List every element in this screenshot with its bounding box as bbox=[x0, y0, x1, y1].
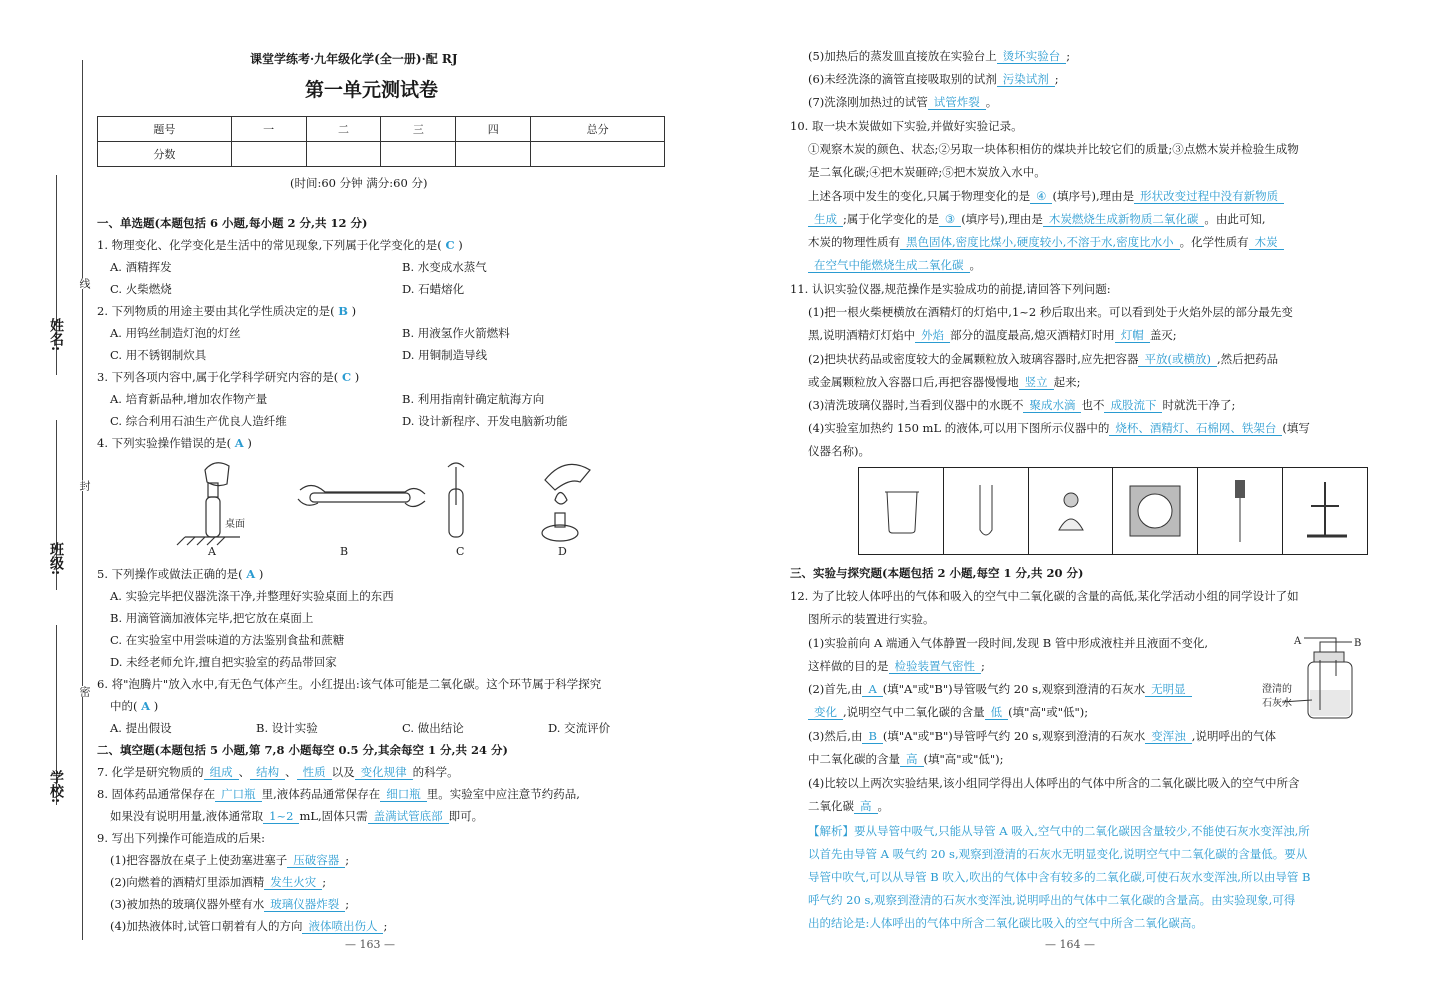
q12-line: 二氧化碳 高 。 bbox=[808, 799, 889, 813]
option: A. 实验完毕把仪器洗涤干净,并整理好实验桌面上的东西 bbox=[110, 589, 394, 603]
seal-line-char: 线 bbox=[78, 278, 91, 289]
q11-text: (1)把一根火柴梗横放在酒精灯的灯焰中,1~2 秒后取出来。可以看到处于火焰外层的部分最先变 bbox=[808, 305, 1293, 319]
score-cell bbox=[381, 142, 456, 167]
question-12: 12. 为了比较人体呼出的气体和吸入的空气中二氧化碳的含量的高低,某化学活动小组的同学设计了如 bbox=[790, 589, 1299, 603]
q10-text: 是二氧化碳;④把木炭砸碎;⑤把木炭放入水中。 bbox=[808, 165, 1046, 179]
analysis-line: 呼气约 20 s,观察到澄清的石灰水变浑浊,说明呼出的气体中二氧化碳的含量高。由实验现象,可得 bbox=[808, 893, 1296, 907]
question-5: 5. 下列操作或做法正确的是( A ) bbox=[97, 567, 264, 581]
q9-item: (3)被加热的玻璃仪器外壁有水 玻璃仪器炸裂 ; bbox=[110, 897, 350, 911]
q12-text: (1)实验前向 A 端通入气体静置一段时间,发现 B 管中形成液柱并且液面不变化, bbox=[808, 636, 1208, 650]
question-11: 11. 认识实验仪器,规范操作是实验成功的前提,请回答下列问题: bbox=[790, 282, 1111, 296]
q12-line: 中二氧化碳的含量 高 (填"高"或"低"); bbox=[808, 752, 1004, 766]
iron-stand-icon bbox=[1297, 478, 1353, 544]
q12-line: (2)首先,由 A (填"A"或"B")导管吸气约 20 s,观察到澄清的石灰水 无明显 bbox=[808, 681, 1192, 697]
section-2-title: 二、填空题(本题包括 5 小题,第 7,8 小题每空 0.5 分,其余每空 1 分,共 24 分) bbox=[97, 743, 508, 757]
iron-stand-cell bbox=[1283, 468, 1367, 554]
score-table bbox=[97, 116, 665, 167]
q12-line: 这样做的目的是 检验装置气密性 ; bbox=[808, 659, 985, 673]
analysis-line: 以首先由导管 A 吸气约 20 s,观察到澄清的石灰水无明显变化,说明空气中二氧化碳的含量低。要从 bbox=[808, 847, 1308, 861]
option: D. 未经老师允许,擅自把实验室的药品带回家 bbox=[110, 655, 337, 669]
option: C. 综合利用石油生产优良人造纤维 bbox=[110, 414, 287, 428]
question-10: 10. 取一块木炭做如下实验,并做好实验记录。 bbox=[790, 119, 1023, 133]
flame-icon bbox=[555, 493, 567, 505]
beaker-icon bbox=[881, 486, 921, 536]
dropper-bulb-icon bbox=[448, 463, 464, 467]
binding-line bbox=[82, 60, 83, 940]
question-1: 1. 物理变化、化学变化是生活中的常见现象,下列属于化学变化的是( C ) bbox=[97, 238, 463, 252]
alcohol-lamp-cell bbox=[1029, 468, 1114, 554]
score-header-cell: 三 bbox=[381, 117, 456, 142]
section-3-title: 三、实验与探究题(本题包括 2 小题,每空 1 分,共 20 分) bbox=[790, 566, 1084, 580]
question-8-cont: 如果没有说明用量,液体通常取 1~2 mL,固体只需 盖满试管底部 即可。 bbox=[110, 809, 484, 823]
hand-icon bbox=[205, 463, 229, 486]
question-7: 7. 化学是研究物质的 组成 、 结构 、 性质 以及 变化规律 的科学。 bbox=[97, 765, 459, 779]
gas-bottle-device bbox=[1262, 630, 1372, 722]
series-title: 课堂学练考·九年级化学(全一册)·配 RJ bbox=[250, 52, 458, 66]
option: B. 用滴管滴加液体完毕,把它放在桌面上 bbox=[110, 611, 314, 625]
score-header-cell: 总分 bbox=[531, 117, 665, 142]
q12-line: (3)然后,由 B (填"A"或"B")导管呼气约 20 s,观察到澄清的石灰水 变浑浊 ,说明呼出的气体 bbox=[808, 729, 1276, 743]
seal-dense-char: 密 bbox=[78, 686, 91, 697]
time-info: (时间:60 分钟 满分:60 分) bbox=[290, 176, 428, 190]
option: D. 用铜制造导线 bbox=[402, 348, 488, 362]
option: B. 利用指南针确定航海方向 bbox=[402, 392, 545, 406]
test-tube-icon bbox=[206, 497, 220, 537]
test-tube-icon bbox=[974, 482, 998, 540]
question-6: 6. 将"泡腾片"放入水中,有无色气体产生。小红提出:该气体可能是二氧化碳。这个环节属于科学探究 bbox=[97, 677, 602, 691]
tubes-icon bbox=[1304, 638, 1352, 652]
q10-text: ①观察木炭的颜色、状态;②另取一块体积相仿的煤块并比较它们的质量;③点燃木炭并检验生成物 bbox=[808, 142, 1299, 156]
test-tube-cell bbox=[944, 468, 1029, 554]
score-row-label: 分数 bbox=[98, 142, 232, 167]
desk-hatch bbox=[177, 537, 225, 545]
question-6-cont: 中的( A ) bbox=[110, 699, 159, 713]
q12-text: 图所示的装置进行实验。 bbox=[808, 612, 935, 626]
q9-item: (1)把容器放在桌子上使劲塞进塞子 压破容器 ; bbox=[110, 853, 350, 867]
option: D. 设计新程序、开发电脑新功能 bbox=[402, 414, 568, 428]
q11-line: (4)实验室加热约 150 mL 的液体,可以用下图所示仪器中的 烧杯、酒精灯、石棉网、铁架台 (填写 bbox=[808, 421, 1310, 435]
device-label-a: A bbox=[1294, 636, 1302, 647]
q9-item: (6)未经洗涤的滴管直接吸取别的试剂 污染试剂 ; bbox=[808, 72, 1059, 86]
q10-line: 木炭的物理性质有 黑色固体,密度比煤小,硬度较小,不溶于水,密度比水小 。化学性质有 木炭 bbox=[808, 234, 1284, 250]
section-1-title: 一、单选题(本题包括 6 小题,每小题 2 分,共 12 分) bbox=[97, 216, 368, 230]
seal-seal-char: 封 bbox=[78, 480, 91, 491]
score-header-cell: 题号 bbox=[98, 117, 232, 142]
q9-item: (7)洗涤刚加热过的试管 试管炸裂 。 bbox=[808, 95, 998, 109]
device-label-b: B bbox=[1354, 638, 1362, 649]
option: C. 做出结论 bbox=[402, 721, 464, 735]
score-header-cell: 四 bbox=[456, 117, 531, 142]
q11-line: (3)清洗玻璃仪器时,当看到仪器中的水既不 聚成水滴 也不 成股流下 时就洗干净了; bbox=[808, 398, 1236, 412]
device-label-limewater-2: 石灰水 bbox=[1262, 698, 1292, 709]
score-header-cell: 二 bbox=[306, 117, 381, 142]
question-4: 4. 下列实验操作错误的是( A ) bbox=[97, 436, 252, 450]
option: D. 交流评价 bbox=[548, 721, 611, 735]
beaker-cell bbox=[859, 468, 944, 554]
figure-label: D bbox=[558, 545, 567, 558]
q11-line: 或金属颗粒放入容器口后,再把容器慢慢地 竖立 起来; bbox=[808, 375, 1081, 389]
page-title: 第一单元测试卷 bbox=[305, 79, 439, 101]
score-cell bbox=[231, 142, 306, 167]
option: A. 培育新品种,增加农作物产量 bbox=[110, 392, 268, 406]
q9-item: (2)向燃着的酒精灯里添加酒精 发生火灾 ; bbox=[110, 875, 327, 889]
asbestos-net-icon bbox=[1128, 484, 1182, 538]
analysis-line: 【解析】要从导管中吸气,只能从导管 A 吸入,空气中的二氧化碳因含量较少,不能使石灰水变浑浊,所 bbox=[808, 824, 1310, 838]
option: C. 在实验室中用尝味道的方法鉴别食盐和蔗糖 bbox=[110, 633, 345, 647]
name-label: 姓名: bbox=[48, 318, 64, 352]
figure-label: C bbox=[456, 545, 465, 558]
class-label: 班级: bbox=[48, 542, 64, 576]
alcohol-lamp-icon bbox=[1051, 486, 1091, 536]
q4-figures bbox=[170, 455, 610, 560]
score-header-cell: 一 bbox=[231, 117, 306, 142]
option: B. 水变成水蒸气 bbox=[402, 260, 487, 274]
desk-label: 桌面 bbox=[225, 519, 245, 530]
score-cell bbox=[306, 142, 381, 167]
score-cell bbox=[531, 142, 665, 167]
option: B. 用液氢作火箭燃料 bbox=[402, 326, 510, 340]
asbestos-net-cell bbox=[1113, 468, 1198, 554]
analysis-line: 出的结论是:人体呼出的气体中所含二氧化碳比吸入的空气中所含二氧化碳高。 bbox=[808, 916, 1203, 930]
option: A. 提出假设 bbox=[110, 721, 172, 735]
figure-label: B bbox=[340, 545, 349, 558]
school-label: 学校: bbox=[48, 770, 64, 804]
q9-item: (4)加热液体时,试管口朝着有人的方向 液体喷出伤人 ; bbox=[110, 919, 388, 933]
q10-line: 在空气中能燃烧生成二氧化碳 。 bbox=[808, 257, 981, 273]
hand-icon bbox=[545, 464, 590, 490]
option: C. 火柴燃烧 bbox=[110, 282, 172, 296]
page-number-right: — 164 — bbox=[1045, 938, 1095, 951]
question-2: 2. 下列物质的用途主要由其化学性质决定的是( B ) bbox=[97, 304, 357, 318]
analysis-line: 导管中吹气,可以从导管 B 吹入,吹出的气体中含有较多的二氧化碳,可使石灰水变浑浊,所以由导管 B bbox=[808, 870, 1311, 884]
brush-cell bbox=[1198, 468, 1283, 554]
test-tube-horizontal-icon bbox=[310, 493, 410, 502]
apparatus-figures bbox=[858, 467, 1368, 555]
test-tube-brush-icon bbox=[1230, 478, 1250, 544]
q10-line: 上述各项中发生的变化,只属于物理变化的是 ④ (填序号),理由是 形状改变过程中没有新物质 bbox=[808, 188, 1284, 204]
question-9: 9. 写出下列操作可能造成的后果: bbox=[97, 831, 266, 845]
q12-line: 变化 ,说明空气中二氧化碳的含量 低 (填"高"或"低"); bbox=[808, 704, 1088, 720]
figure-label: A bbox=[208, 545, 216, 558]
question-8: 8. 固体药品通常保存在 广口瓶 里,液体药品通常保存在 细口瓶 里。实验室中应注意节约药品, bbox=[97, 787, 580, 801]
option: D. 石蜡熔化 bbox=[402, 282, 465, 296]
q10-line: 生成 ;属于化学变化的是 ③ (填序号),理由是 木炭燃烧生成新物质二氧化碳 。由此可知, bbox=[808, 211, 1265, 227]
q9-item: (5)加热后的蒸发皿直接放在实验台上 烫坏实验台 ; bbox=[808, 49, 1071, 63]
q12-text: (4)比较以上两次实验结果,该小组同学得出人体呼出的气体中所含的二氧化碳比吸入的空气中所含 bbox=[808, 776, 1300, 790]
q11-line: 仪器名称)。 bbox=[808, 444, 870, 458]
score-cell bbox=[456, 142, 531, 167]
option: C. 用不锈钢制炊具 bbox=[110, 348, 207, 362]
option: A. 酒精挥发 bbox=[110, 260, 172, 274]
option: B. 设计实验 bbox=[256, 721, 318, 735]
device-label-limewater: 澄清的 bbox=[1262, 684, 1292, 695]
question-3: 3. 下列各项内容中,属于化学科学研究内容的是( C ) bbox=[97, 370, 360, 384]
page-number-left: — 163 — bbox=[345, 938, 395, 951]
option: A. 用钨丝制造灯泡的灯丝 bbox=[110, 326, 241, 340]
q11-line: 黑,说明酒精灯灯焰中 外焰 部分的温度最高,熄灭酒精灯时用 灯帽 盖灭; bbox=[808, 328, 1177, 342]
q11-line: (2)把块状药品或密度较大的金属颗粒放入玻璃容器时,应先把容器 平放(或横放) ,然后把药品 bbox=[808, 352, 1279, 366]
